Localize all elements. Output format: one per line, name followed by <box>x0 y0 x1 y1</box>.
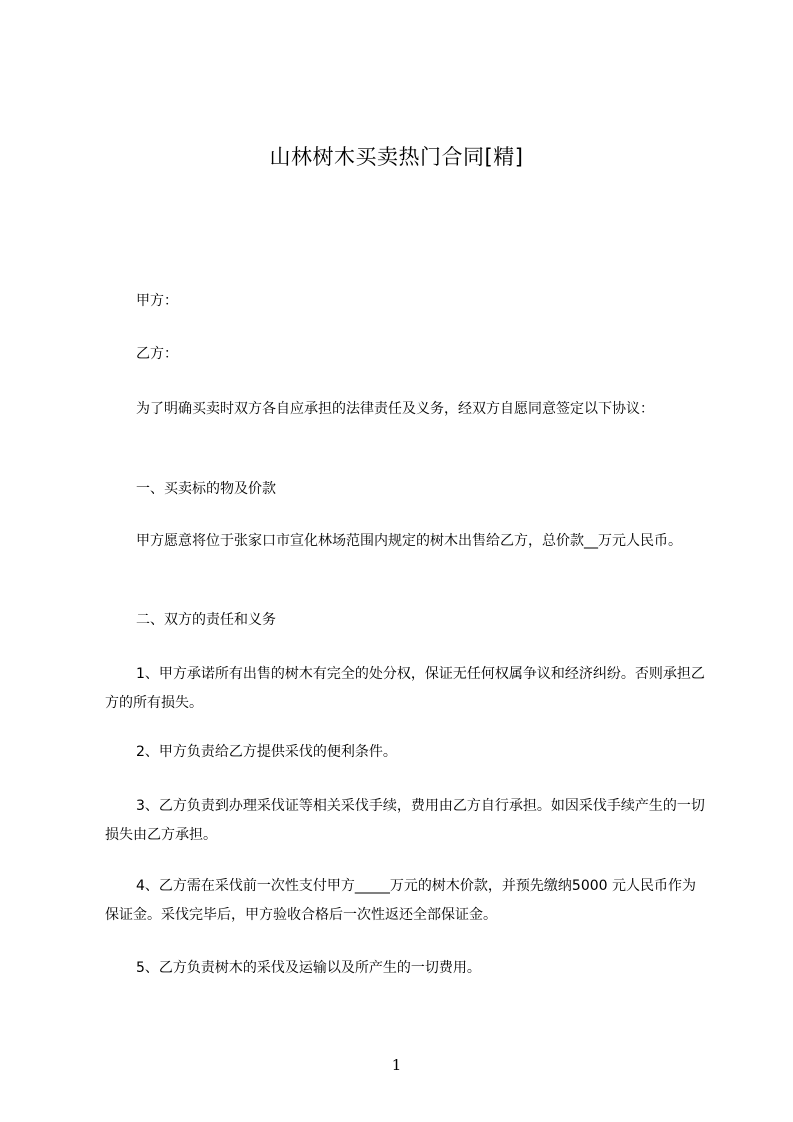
clause-4-paragraph: 4、乙方需在采伐前一次性支付甲方_____万元的树木价款，并预先缴纳5000 元人民币作为保证金。采伐完毕后，甲方验收合格后一次性返还全部保证金。 <box>105 878 696 923</box>
clause-2-paragraph: 2、甲方负责给乙方提供采伐的便利条件。 <box>136 744 397 760</box>
clause-5-paragraph: 5、乙方负责树木的采伐及运输以及所产生的一切费用。 <box>136 960 481 976</box>
subject-price-paragraph: 甲方愿意将位于张家口市宣化林场范围内规定的树木出售给乙方，总价款__万元人民币。 <box>136 533 682 549</box>
clause-3-paragraph: 3、乙方负责到办理采伐证等相关采伐手续，费用由乙方自行承担。如因采伐手续产生的一切损失由乙方承担。 <box>105 798 705 843</box>
preamble-paragraph: 为了明确买卖时双方各自应承担的法律责任及义务，经双方自愿同意签定以下协议： <box>136 401 654 417</box>
clause-1-paragraph: 1、甲方承诺所有出售的树木有完全的处分权，保证无任何权属争议和经济纠纷。否则承担乙方的所有损失。 <box>105 666 705 711</box>
section-heading-2: 二、双方的责任和义务 <box>136 612 276 628</box>
party-b-line: 乙方： <box>136 346 178 362</box>
party-a-line: 甲方： <box>136 293 178 309</box>
page-number: 1 <box>391 1056 402 1074</box>
section-heading-1: 一、买卖标的物及价款 <box>136 481 276 497</box>
document-title: 山林树木买卖热门合同[精] <box>269 145 524 169</box>
